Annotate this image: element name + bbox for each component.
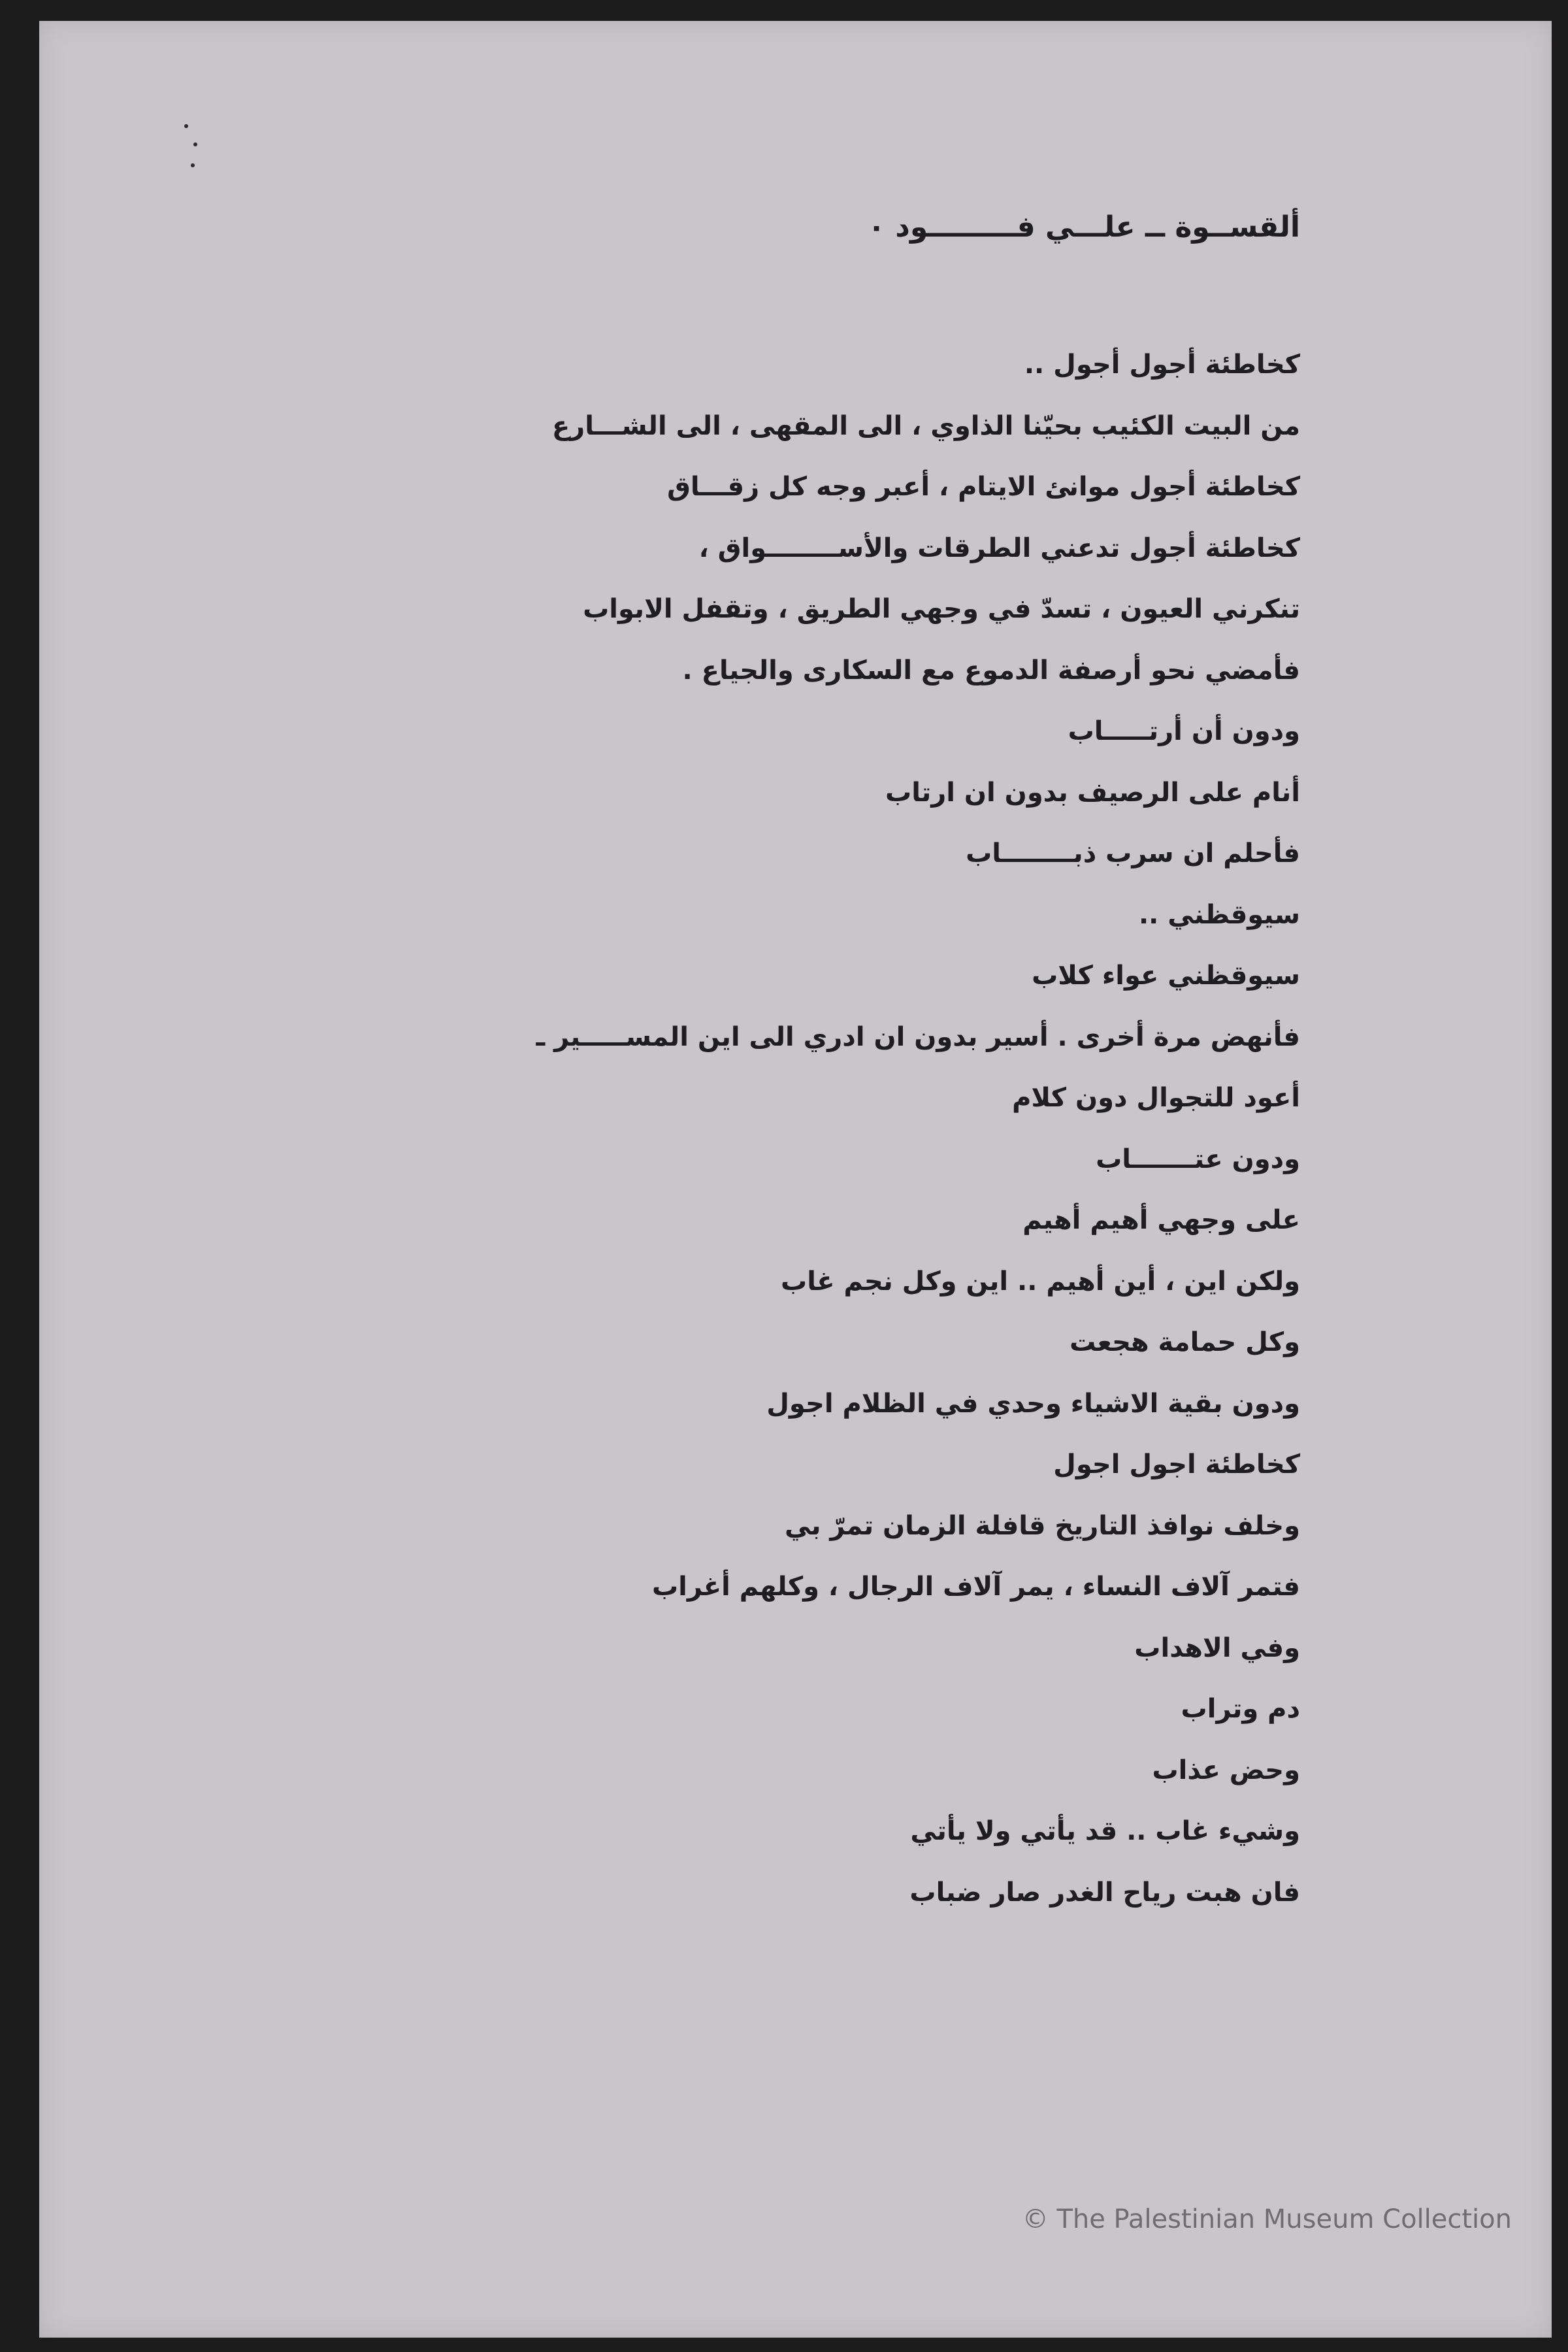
poem-line: وحض عذاب bbox=[1152, 1755, 1300, 1785]
poem-line: على وجهي أهيم أهيم bbox=[1022, 1205, 1300, 1235]
poem-line: كخاطئة اجول اجول bbox=[1053, 1449, 1300, 1480]
poem-line: سيوقظني عواء كلاب bbox=[1032, 961, 1300, 991]
poem-line: وكل حمامة هجعت bbox=[1070, 1327, 1300, 1357]
poem-line: وخلف نوافذ التاريخ قافلة الزمان تمرّ بي bbox=[784, 1510, 1300, 1541]
poem-line: وشيء غاب .. قد يأتي ولا يأتي bbox=[910, 1816, 1300, 1846]
copyright-notice: © The Palestinian Museum Collection bbox=[1022, 2204, 1512, 2234]
paper-sheet bbox=[39, 21, 1552, 2338]
poem-line: تنكرني العيون ، تسدّ في وجهي الطريق ، وتقفل الابواب bbox=[583, 594, 1300, 624]
ink-speck bbox=[191, 163, 195, 167]
poem-line: ودون أن أرتـــــاب bbox=[1068, 716, 1300, 746]
poem-line: أعود للتجوال دون كلام bbox=[1012, 1083, 1300, 1113]
poem-lines bbox=[392, 335, 1300, 1923]
poem-line: ولكن اين ، أين أهيم .. اين وكل نجم غاب bbox=[781, 1266, 1300, 1297]
poem-line: كخاطئة أجول تدعني الطرقات والأســــــــواق ، bbox=[698, 533, 1300, 563]
poem-line: ودون عتـــــــاب bbox=[1096, 1144, 1300, 1174]
ink-speck bbox=[193, 142, 197, 146]
poem-line: كخاطئة أجول موانئ الايتام ، أعبر وجه كل زقـــاق bbox=[667, 472, 1300, 502]
poem-line: دم وتراب bbox=[1181, 1694, 1300, 1724]
poem-line: من البيت الكئيب بحيّنا الذاوي ، الى المقهى ، الى الشـــارع bbox=[551, 410, 1300, 441]
ink-speck bbox=[184, 124, 188, 128]
poem-line: أنام على الرصيف بدون ان ارتاب bbox=[885, 777, 1300, 808]
poem-line: فتمر آلاف النساء ، يمر آلاف الرجال ، وكلهم أغراب bbox=[651, 1572, 1300, 1602]
poem-line: ودون بقية الاشياء وحدي في الظلام اجول bbox=[766, 1388, 1300, 1419]
poem-line: كخاطئة أجول أجول .. bbox=[1024, 350, 1300, 380]
poem-line: فأمضي نحو أرصفة الدموع مع السكارى والجياع . bbox=[682, 655, 1300, 686]
poem-title: ألقســوة ــ علـــي فـــــــــود ٠ bbox=[868, 210, 1300, 244]
poem-line: سيوقظني .. bbox=[1138, 899, 1300, 930]
poem-line: فأحلم ان سرب ذبــــــــاب bbox=[966, 838, 1300, 869]
poem-line: فأنهض مرة أخرى . أسير بدون ان ادري الى اين المســـــير ـ bbox=[536, 1021, 1300, 1052]
poem-line: فان هبت رياح الغدر صار ضباب bbox=[909, 1877, 1300, 1908]
poem-line: وفي الاهداب bbox=[1134, 1632, 1300, 1663]
